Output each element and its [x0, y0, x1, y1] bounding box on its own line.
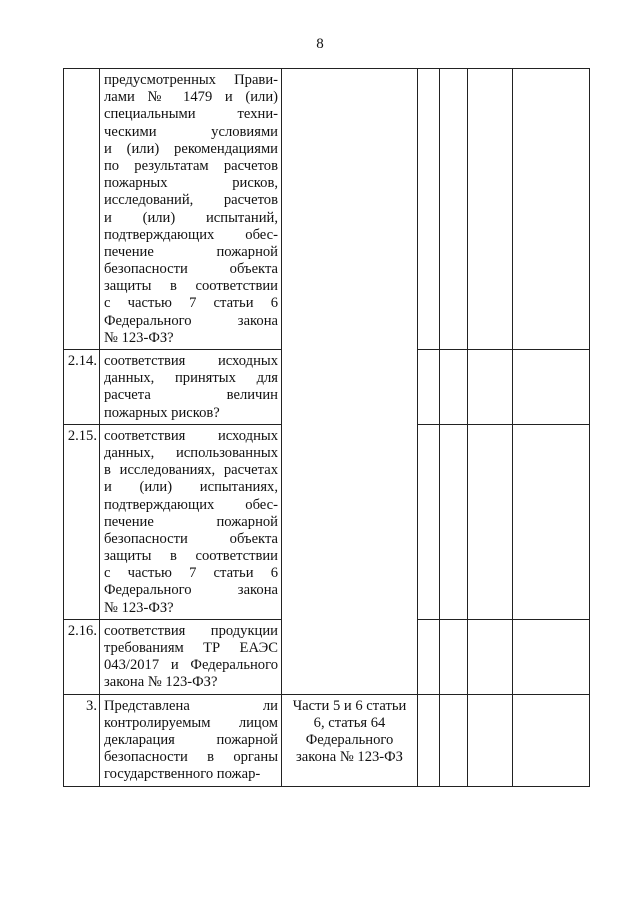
text-line: безопасности объекта [104, 261, 278, 278]
legal-reference [282, 694, 418, 786]
reference-line: Федерального [305, 731, 394, 748]
text-line: государственного пожар- [104, 766, 261, 783]
text-line: безопасности объекта [104, 530, 278, 547]
item-number [64, 69, 100, 350]
text-line: специальными техни- [104, 106, 278, 123]
text-line: с частью 7 статьи 6 [104, 565, 278, 582]
text-line: № 123-ФЗ? [104, 329, 174, 346]
notes-cell [513, 424, 590, 619]
notes-cell [513, 350, 590, 425]
answer-no-cell [440, 694, 468, 786]
notes-cell [513, 69, 590, 350]
text-line: печение пожарной [104, 513, 278, 530]
answer-yes-cell [418, 619, 440, 694]
text-line: и (или) испытаний, [104, 209, 278, 226]
text-line: Федерального закона [104, 312, 278, 329]
requirement-text [100, 619, 282, 694]
answer-no-cell [440, 424, 468, 619]
text-line: данных, принятых для [104, 370, 278, 387]
text-line: и (или) рекомендациями [104, 140, 278, 157]
text-line: ческими условиями [104, 123, 278, 140]
item-number: 2.14. [64, 350, 100, 425]
not-applicable-cell [468, 619, 513, 694]
text-line: безопасности в органы [104, 749, 278, 766]
answer-yes-cell [418, 694, 440, 786]
text-line: соответствия продукции [104, 622, 278, 639]
reference-line: закона № 123-ФЗ [296, 749, 403, 766]
text-line: предусмотренных Прави- [104, 72, 278, 88]
text-line: в исследованиях, расчетах [104, 462, 278, 479]
text-line: подтверждающих обес- [104, 226, 278, 243]
notes-cell [513, 694, 590, 786]
page-number: 8 [316, 36, 324, 52]
notes-cell [513, 619, 590, 694]
requirement-text [100, 69, 282, 350]
text-line: защиты в соответствии [104, 548, 278, 565]
not-applicable-cell [468, 350, 513, 425]
answer-no-cell [440, 350, 468, 425]
text-line: по результатам расчетов [104, 157, 278, 174]
answer-no-cell [440, 619, 468, 694]
text-line: Представлена ли [104, 697, 278, 714]
not-applicable-cell [468, 694, 513, 786]
text-line: печение пожарной [104, 243, 278, 260]
text-line: соответствия исходных [104, 427, 278, 444]
legal-reference [282, 69, 418, 695]
answer-yes-cell [418, 350, 440, 425]
text-line: с частью 7 статьи 6 [104, 295, 278, 312]
text-line: исследований, расчетов [104, 192, 278, 209]
text-line: контролируемым лицом [104, 714, 278, 731]
checklist-table [63, 68, 590, 787]
not-applicable-cell [468, 424, 513, 619]
text-line: подтверждающих обес- [104, 496, 278, 513]
text-line: защиты в соответствии [104, 278, 278, 295]
text-line: 043/2017 и Федерального [104, 657, 278, 674]
text-line: закона № 123-ФЗ? [104, 674, 218, 691]
requirement-text [100, 694, 282, 786]
text-line: лами № 1479 и (или) [104, 89, 278, 106]
text-line: Федерального закона [104, 582, 278, 599]
text-line: декларация пожарной [104, 731, 278, 748]
requirement-text [100, 350, 282, 425]
requirement-text [100, 424, 282, 619]
answer-yes-cell [418, 69, 440, 350]
text-line: требованиям ТР ЕАЭС [104, 640, 278, 656]
text-line: пожарных рисков? [104, 404, 220, 421]
table-row [64, 694, 590, 786]
item-number: 2.16. [64, 619, 100, 694]
text-line: пожарных рисков, [104, 175, 278, 192]
text-line: данных, использованных [104, 444, 278, 461]
answer-yes-cell [418, 424, 440, 619]
table-row [64, 69, 590, 350]
text-line: и (или) испытаниях, [104, 479, 278, 496]
text-line: соответствия исходных [104, 353, 278, 369]
item-number: 3. [64, 694, 100, 786]
reference-line: Части 5 и 6 статьи [292, 697, 407, 714]
not-applicable-cell [468, 69, 513, 350]
text-line: расчета величин [104, 387, 278, 404]
text-line: № 123-ФЗ? [104, 599, 174, 616]
item-number: 2.15. [64, 424, 100, 619]
reference-line: 6, статья 64 [313, 714, 386, 731]
answer-no-cell [440, 69, 468, 350]
